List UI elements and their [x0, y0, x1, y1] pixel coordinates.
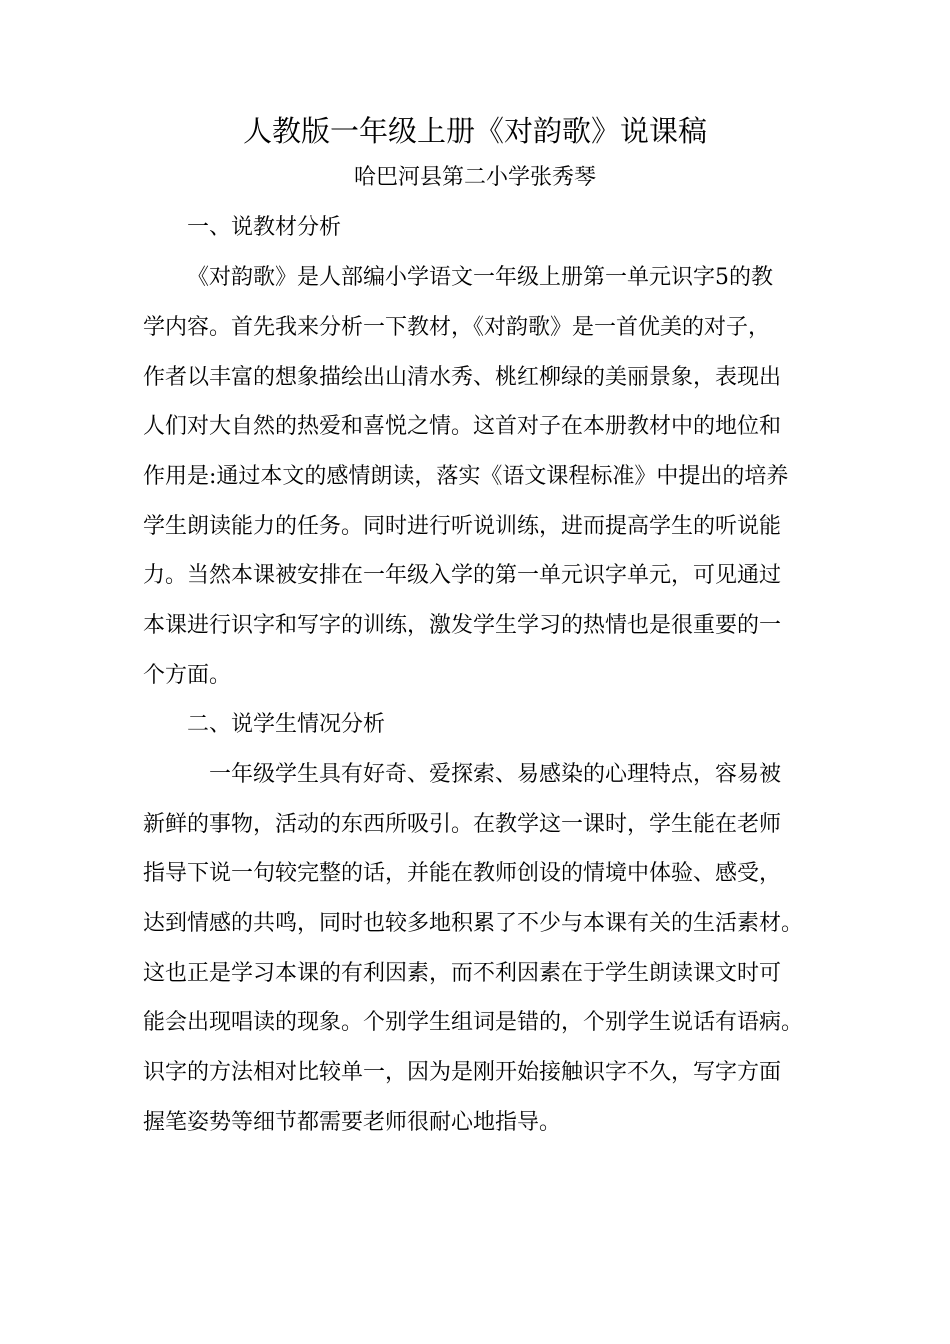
paragraph-line: 这也正是学习本课的有利因素，而不利因素在于学生朗读课文时可	[143, 961, 782, 986]
paragraph-line: 一年级学生具有好奇、爱探索、易感染的心理特点，容易被	[209, 762, 782, 787]
document-author: 哈巴河县第二小学张秀琴	[353, 165, 596, 190]
paragraph-line: 个方面。	[143, 663, 232, 688]
section-heading-2: 二、说学生情况分析	[187, 712, 386, 737]
section-heading-1: 一、说教材分析	[187, 215, 342, 240]
paragraph-line: 达到情感的共鸣，同时也较多地积累了不少与本课有关的生活素材。	[143, 911, 804, 936]
paragraph-line: 作用是:通过本文的感情朗读，落实《语文课程标准》中提出的培养	[143, 464, 789, 489]
paragraph-line: 学生朗读能力的任务。同时进行听说训练，进而提高学生的听说能	[143, 514, 782, 539]
paragraph-line: 新鲜的事物，活动的东西所吸引。在教学这一课时，学生能在老师	[143, 812, 782, 837]
paragraph-line: 力。当然本课被安排在一年级入学的第一单元识字单元，可见通过	[143, 563, 782, 588]
paragraph-line: 识字的方法相对比较单一，因为是刚开始接触识字不久，写字方面	[143, 1060, 782, 1085]
paragraph-line: 能会出现唱读的现象。个别学生组词是错的，个别学生说话有语病。	[143, 1010, 804, 1035]
paragraph-line: 《对韵歌》是人部编小学语文一年级上册第一单元识字5的教	[187, 265, 773, 290]
paragraph-line: 握笔姿势等细节都需要老师很耐心地指导。	[143, 1110, 562, 1135]
paragraph-line: 指导下说一句较完整的话，并能在教师创设的情境中体验、感受，	[143, 861, 782, 886]
paragraph-line: 本课进行识字和写字的训练，激发学生学习的热情也是很重要的一	[143, 613, 782, 638]
paragraph-line: 人们对大自然的热爱和喜悦之情。这首对子在本册教材中的地位和	[143, 414, 782, 439]
document-title: 人教版一年级上册《对韵歌》说课稿	[242, 114, 707, 148]
paragraph-line: 学内容。首先我来分析一下教材，《对韵歌》是一首优美的对子，	[143, 315, 771, 340]
paragraph-line: 作者以丰富的想象描绘出山清水秀、桃红柳绿的美丽景象，表现出	[143, 365, 782, 390]
